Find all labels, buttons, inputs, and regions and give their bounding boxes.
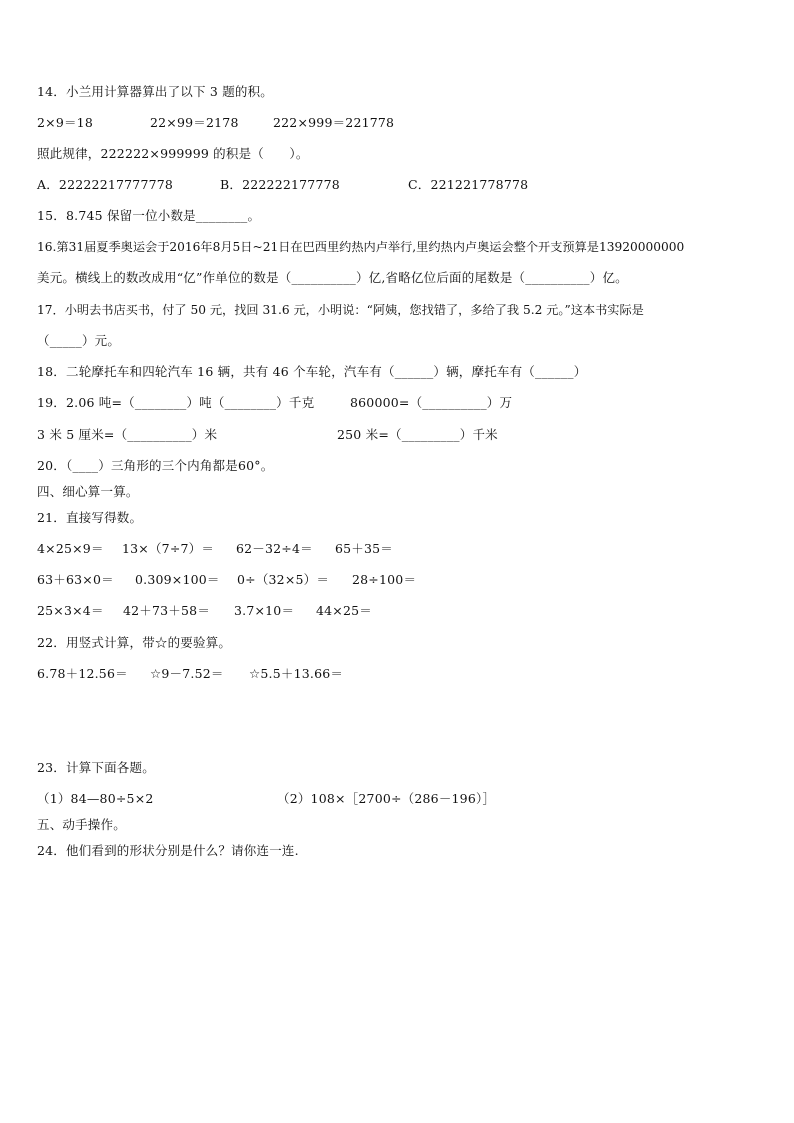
section-4-heading: 四、细心算一算。	[37, 484, 139, 499]
q23-stem: 23．计算下面各题。	[37, 760, 155, 775]
q16-line1: 16.第31届夏季奥运会于2016年8月5日~21日在巴西里约热内卢举行,里约热内卢奥运会整个开支预算是13920000000	[37, 240, 685, 254]
q21-stem: 21．直接写得数。	[37, 510, 143, 525]
q23-problem-2: （2）108×［2700÷（286－196）］	[277, 791, 496, 806]
q22-item3: ☆5.5＋13.66＝	[249, 666, 344, 681]
q21-r2-item3: 0÷（32×5）＝	[237, 572, 330, 587]
q16-line2: 美元。横线上的数改成用“亿”作单位的数是（__________）亿,省略亿位后面的尾数是（__________）亿。	[37, 270, 628, 285]
q22-stem: 22．用竖式计算，带☆的要验算。	[37, 635, 232, 650]
q22-item2: ☆9－7.52＝	[150, 666, 224, 681]
q21-r3-item2: 42＋73＋58＝	[123, 603, 211, 618]
q14-option-b: B．222222177778	[220, 177, 340, 192]
q14-eq1: 2×9＝18	[37, 115, 93, 130]
q21-r2-item2: 0.309×100＝	[135, 572, 220, 587]
q14-eq2: 22×99＝2178	[150, 115, 239, 130]
q14-option-a: A．22222217777778	[37, 177, 174, 192]
q14-eq3: 222×999＝221778	[273, 115, 395, 130]
q21-r3-item4: 44×25＝	[316, 603, 372, 618]
q19-part-a: 19．2.06 吨=（________）吨（________）千克	[37, 395, 315, 410]
q19-part-d: 250 米=（_________）千米	[337, 427, 498, 442]
q20-text: 20．（____）三角形的三个内角都是60°。	[37, 458, 274, 473]
q21-r3-item3: 3.7×10＝	[234, 603, 295, 618]
q18-text: 18．二轮摩托车和四轮汽车 16 辆，共有 46 个车轮，汽车有（______）辆，摩托车有（______）	[37, 364, 587, 379]
q21-r1-item4: 65＋35＝	[335, 541, 394, 556]
q21-r1-item2: 13×（7÷7）＝	[122, 541, 215, 556]
q22-item1: 6.78＋12.56＝	[37, 666, 128, 681]
q24-text: 24．他们看到的形状分别是什么？请你连一连.	[37, 843, 299, 858]
q17-line2: （_____）元。	[37, 333, 121, 348]
q14-question: 照此规律，222222×999999 的积是（ ）。	[37, 146, 309, 161]
q19-part-c: 3 米 5 厘米=（__________）米	[37, 427, 218, 442]
q21-r2-item1: 63＋63×0＝	[37, 572, 114, 587]
section-5-heading: 五、动手操作。	[37, 817, 126, 832]
q14-option-c: C．221221778778	[408, 177, 529, 192]
q17-line1: 17．小明去书店买书，付了 50 元，找回 31.6 元，小明说：“阿姨，您找错了，多给了我 5.2 元。”这本书实际是	[37, 303, 644, 317]
q21-r1-item1: 4×25×9＝	[37, 541, 104, 556]
q21-r1-item3: 62－32÷4＝	[236, 541, 313, 556]
q21-r2-item4: 28÷100＝	[352, 572, 417, 587]
q21-r3-item1: 25×3×4＝	[37, 603, 104, 618]
q19-part-b: 860000=（__________）万	[350, 395, 513, 410]
q15-text: 15．8.745 保留一位小数是________。	[37, 208, 261, 223]
q23-problem-1: （1）84—80÷5×2	[37, 791, 154, 806]
q14-stem: 14．小兰用计算器算出了以下 3 题的积。	[37, 84, 274, 99]
